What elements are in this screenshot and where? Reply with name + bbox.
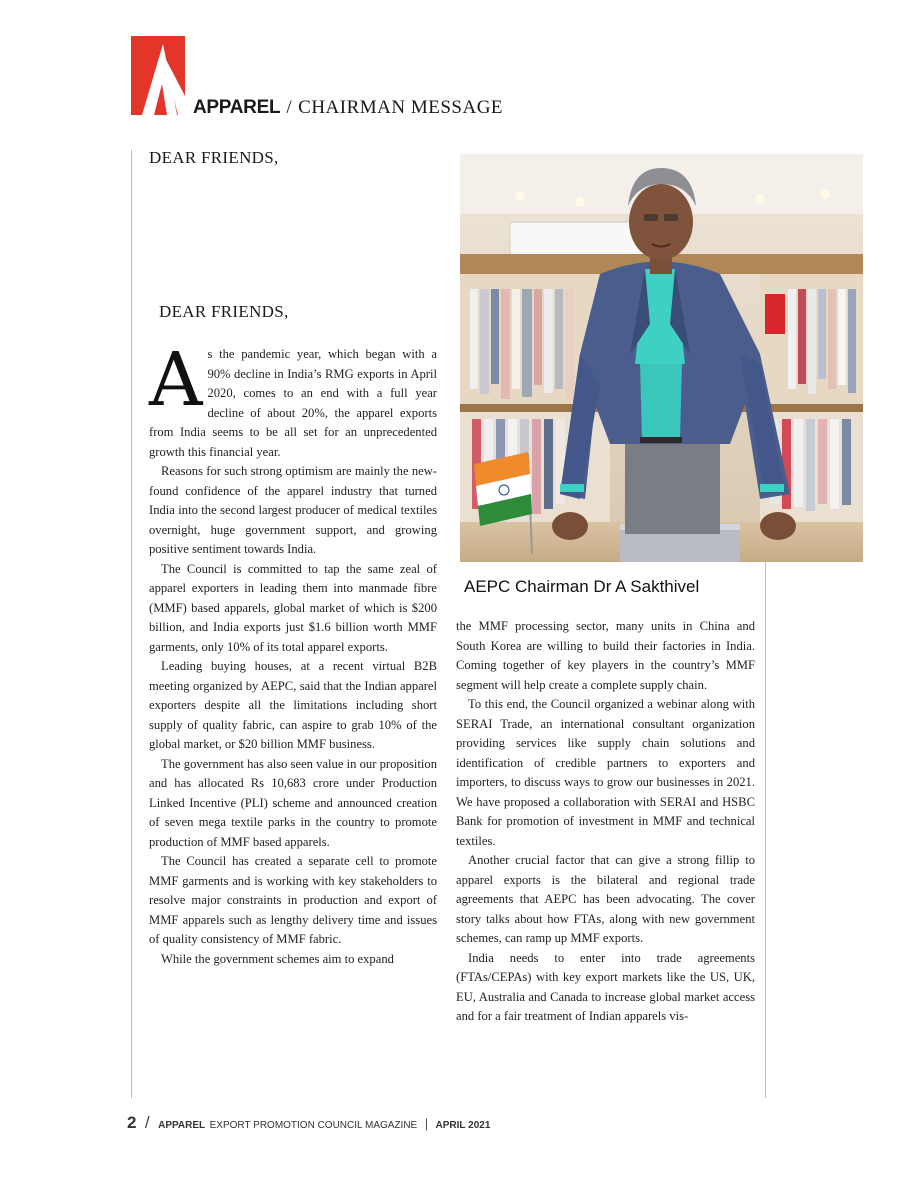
article-paragraph: Reasons for such strong optimism are mainly the new-found confidence of the apparel industry that turned India into the second largest producer of medical textiles overnight, huge government support, and growing positive sentiment towards India. bbox=[149, 464, 437, 556]
footer-magazine: EXPORT PROMOTION COUNCIL MAGAZINE bbox=[209, 1120, 418, 1131]
chairman-photo bbox=[460, 154, 863, 562]
footer-brand: APPAREL bbox=[158, 1120, 206, 1131]
page-header bbox=[193, 96, 503, 119]
article-paragraph: While the government schemes aim to expand bbox=[161, 951, 394, 966]
right-rule bbox=[765, 562, 766, 1098]
footer-separator: / bbox=[144, 1113, 150, 1132]
salutation: DEAR FRIENDS, bbox=[159, 302, 289, 321]
left-rule bbox=[131, 150, 132, 1098]
article-paragraph bbox=[149, 337, 437, 462]
salutation-top: DEAR FRIENDS, bbox=[149, 148, 279, 167]
apparel-logo bbox=[131, 36, 185, 115]
article-paragraph: To this end, the Council organized a webinar along with SERAI Trade, an international consultant organization providing services like supply chain solutions and identification of credible partners to exporters and importers, to discuss ways to grow our businesses in 2021. We have proposed a collaboration with SERAI and HSBC Bank for promotion of investment in MMF and technical textiles. bbox=[456, 697, 755, 848]
article-paragraph: Leading buying houses, at a recent virtual B2B meeting organized by AEPC, said that the Indian apparel exporters despite all the limitations including short supply of quality fabric, can aspire to grab 10% of the global market, or $20 billion MMF business. bbox=[149, 659, 437, 751]
article-paragraph: The Council is committed to tap the same zeal of apparel exporters in leading them into manmade fibre (MMF) based apparels, global market of which is $200 billion, and India exports just $1.6 billion worth MMF garments, only 10% of its total apparel exports. bbox=[149, 561, 437, 654]
page-number: 2 bbox=[127, 1113, 137, 1132]
footer-date: APRIL 2021 bbox=[435, 1120, 491, 1131]
article-column-right bbox=[456, 617, 755, 1027]
header-brand: APPAREL bbox=[193, 97, 281, 118]
article-paragraph-continued: the MMF processing sector, many units in China and South Korea are willing to build their factories in India. Coming together of key players in the country’s MMF segment will help create a complete supply chain. bbox=[456, 619, 755, 692]
article-paragraph: India needs to enter into trade agreements (FTAs/CEPAs) with key export markets like the US, UK, EU, Australia and Canada to increase global market access and for a fair treatment of Indian apparels vis- bbox=[456, 950, 755, 1023]
footer-divider: | bbox=[424, 1116, 429, 1131]
header-separator: / bbox=[286, 97, 293, 118]
header-section: CHAIRMAN MESSAGE bbox=[298, 97, 504, 118]
article-paragraph: Another crucial factor that can give a strong fillip to apparel exports is the bilateral and regional trade agreements that AEPC has been advocating. The cover story talks about how FTAs, along with new government schemes, can ramp up MMF exports. bbox=[456, 853, 755, 945]
article-paragraph-text: s the pandemic year, which began with a 90% decline in India’s RMG exports in April 2020, comes to an end with a full year decline of about 20%, the apparel exports from India seems to be all set for an unprecedented growth this financial year. bbox=[149, 347, 437, 459]
article-column-left bbox=[149, 337, 437, 969]
photo-caption: AEPC Chairman Dr A Sakthivel bbox=[464, 577, 700, 596]
article-paragraph: The government has also seen value in our proposition and has allocated Rs 10,683 crore under Production Linked Incentive (PLI) scheme and announced creation of seven mega textile parks in the country to promote production of MMF based apparels. bbox=[149, 756, 437, 849]
drop-cap: A bbox=[149, 337, 203, 423]
page-footer bbox=[127, 1113, 490, 1133]
article-paragraph: The Council has created a separate cell to promote MMF garments and is working with key stakeholders to resolve major constraints in production and export of MMF apparels such as lengthy delivery time and issues of quality consistency of MMF fabric. bbox=[149, 854, 437, 946]
